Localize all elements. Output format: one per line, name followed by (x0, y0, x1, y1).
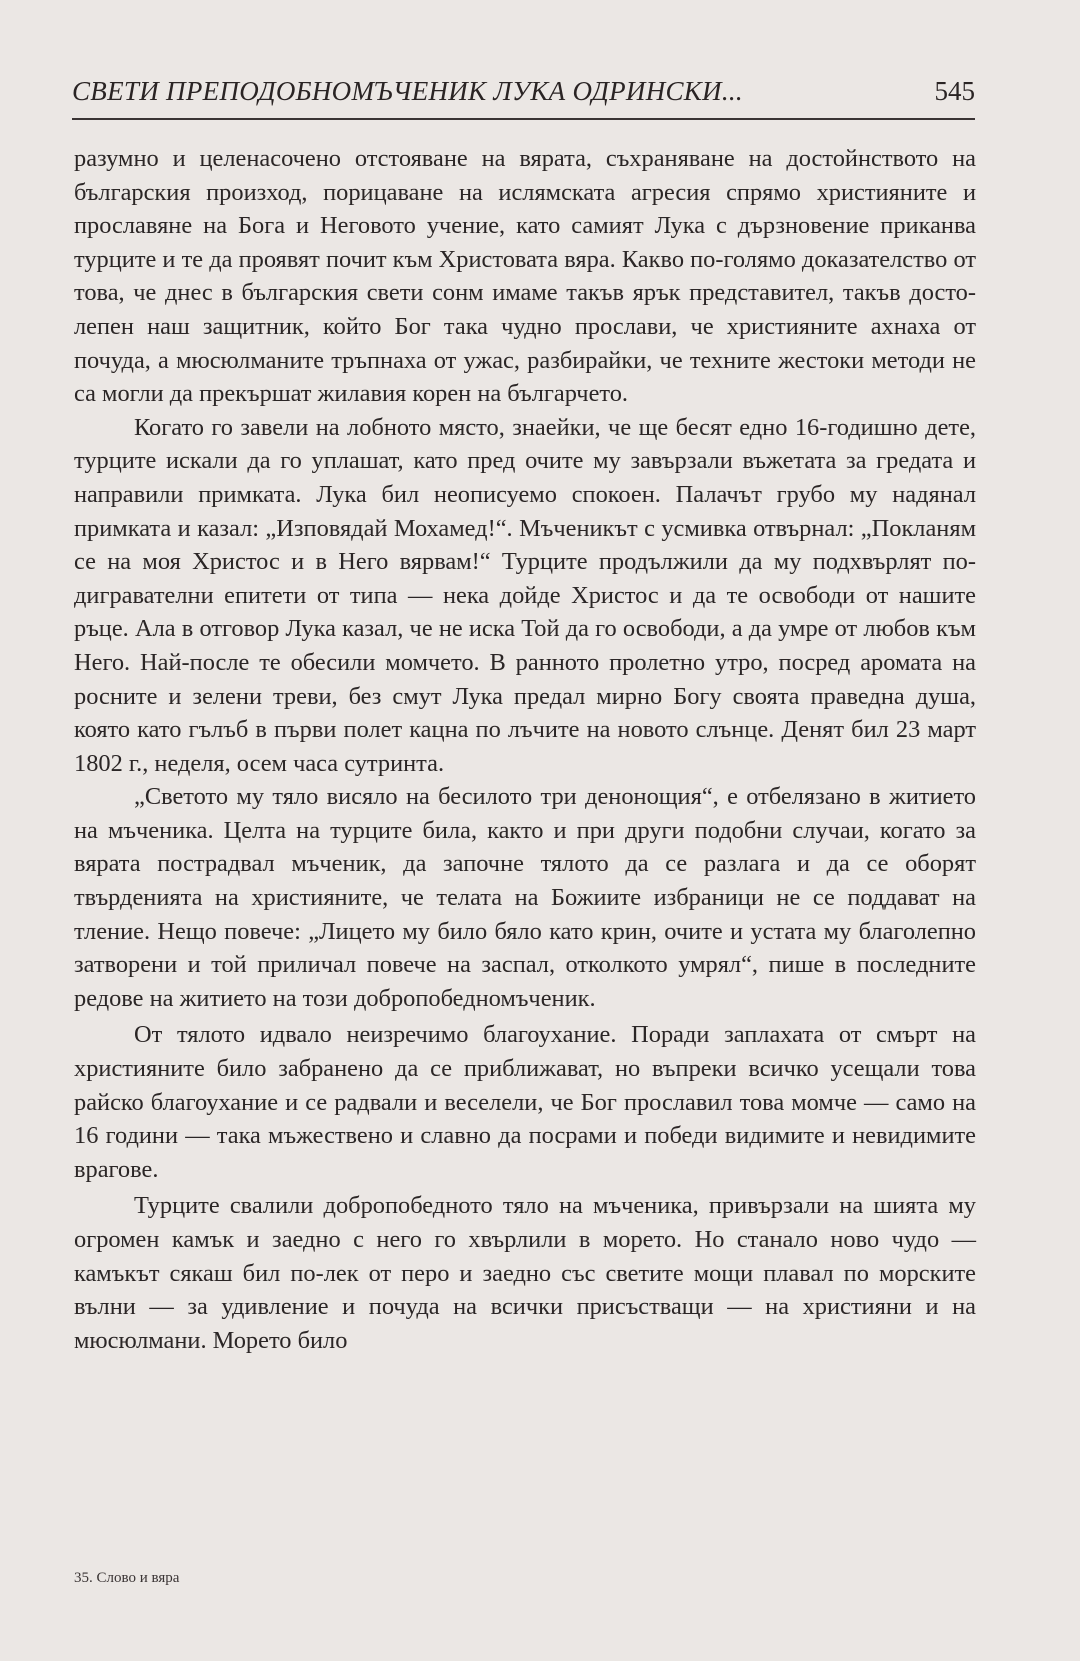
paragraph-4: От тялото идвало неизречимо благоухание. Поради заплахата от смърт на християните било забранено да се приближават, но въпреки всичко усещали това райско благоухание и се радвали и веселели, че Бог прославил това момче — само на 16 години — така мъжествено и славно да посрами и победи видимите и невидимите врагове. (74, 1021, 976, 1183)
paragraph-5: Турците свалили добропобедното тяло на мъченика, привързали на шията му огромен камък и заедно с него го хвърлили в морето. Но станало ново чудо — камъкът сякаш бил по-лек от перо и заедно със светите мощи плавал по морските вълни — за удивление и почуда на всички присъстващи — на християни и на мюсюлмани. Морето било (74, 1192, 976, 1354)
paragraph-3: „Светото му тяло висяло на бесилото три денонощия“, е отбелязано в житието на мъченика. Целта на турците била, както и при други подобни случаи, когато за вярата пострадвал мъченик, да започне тялото да се разлага и да се оборят твърденията на християните, че телата на Божиите избраници не се поддават на тление. Нещо повече: „Лицето му било бяло като крин, очите и устата му благолепно затворени и той приличал повече на заспал, отколкото умрял“, пише в последните редове на житието на този добропобедномъченик. (74, 783, 976, 1012)
running-title: СВЕТИ ПРЕПОДОБНОМЪЧЕНИК ЛУКА ОДРИНСКИ... (72, 76, 743, 106)
running-header (72, 74, 975, 120)
printer-signature: 35. Слово и вяра (74, 1570, 180, 1586)
page-number: 545 (934, 76, 975, 106)
paragraph-1: разумно и целенасочено отстояване на вярата, съхраняване на достойнството на българския произход, порицаване на ислямската агресия спрямо християните и прославяне на Бога и Неговото учение, като самият Лука с дързновение приканва турците и те да проявят почит към Христовата вяра. Какво по-голямо доказателство от това, че днес в българския свети сонм имаме такъв ярък представител, такъв достолепен наш защитник, който Бог така чудно прослави, че християните ахнаха от почуда, а мюсюлманите тръпнаха от ужас, разбирайки, че техните жестоки методи не са могли да прекършат жилавия корен на българчето. (74, 145, 976, 408)
paragraph-2: Когато го завели на лобното място, знаейки, че ще бесят едно 16-годишно дете, турците искали да го уплашат, като пред очите му завързали въжетата за гредата и направили примката. Лука бил неописуемо спокоен. Палачът грубо му надянал примката и казал: „Изповядай Мохамед!“. Мъченикът с усмивка отвърнал: „Покланям се на моя Христос и в Него вярвам!“ Турците продължили да му подхвърлят подигравателни епитети от типа — нека дойде Христос и да те освободи от нашите ръце. Ала в отговор Лука казал, че не иска Той да го освободи, а да умре от любов към Него. Най-после те обесили момчето. В ранното пролетно утро, посред аромата на росните и зелени треви, без смут Лука предал мирно Богу своята праведна душа, която като гълъб в първи полет кацна по лъчите на новото слънце. Денят бил 23 март 1802 г., неделя, осем часа сутринта. (74, 413, 976, 777)
body-text (74, 142, 976, 1357)
